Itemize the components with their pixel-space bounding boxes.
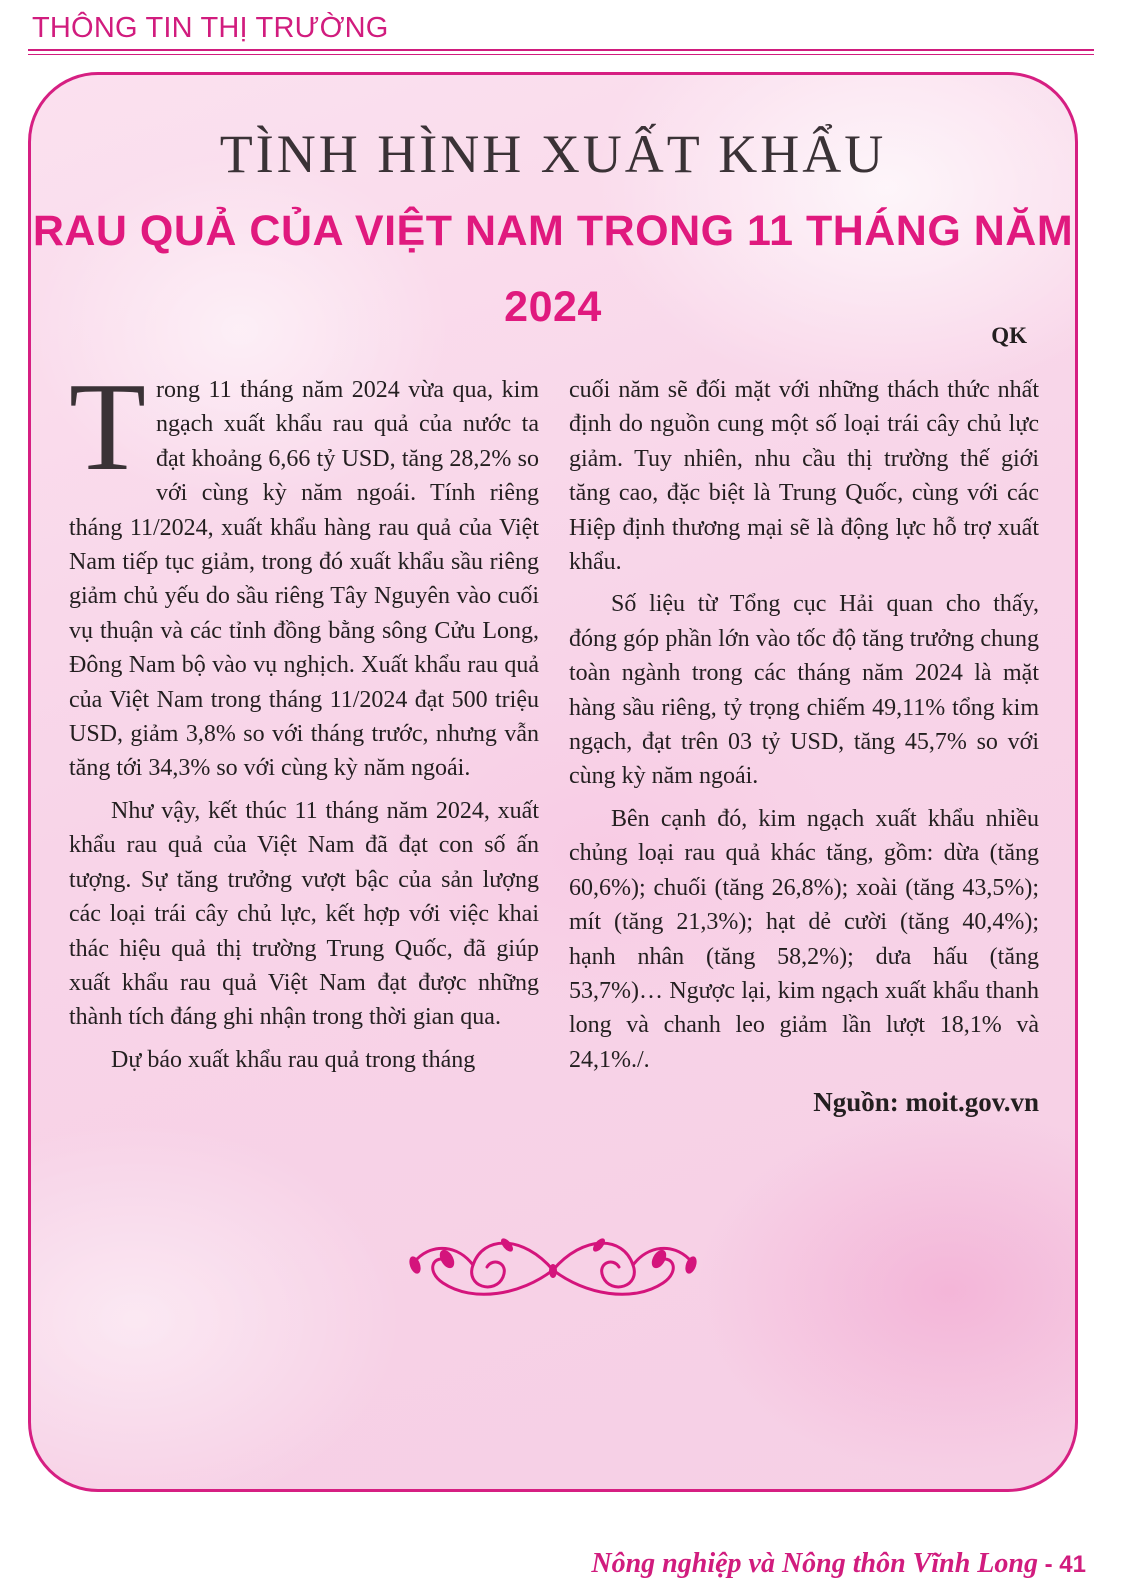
paragraph-1-text: rong 11 tháng năm 2024 vừa qua, kim ngạch xuất khẩu rau quả của nước ta đạt khoảng 6,66 tỷ USD, tăng 28,2% so với cùng kỳ năm ngoái. Tính riêng tháng 11/2024, xuất khẩu hàng rau quả của Việt Nam tiếp tục giảm, trong đó xuất khẩu sầu riêng giảm chủ yếu do sầu riêng Tây Nguyên vào cuối vụ thuận và các tỉnh đồng bằng sông Cửu Long, Đông Nam bộ vào vụ nghịch. Xuất khẩu rau quả của Việt Nam trong tháng 11/2024 đạt 500 triệu USD, giảm 3,8% so với tháng trước, nhưng vẫn tăng tới 34,3% so với cùng kỳ năm ngoái. [69, 377, 539, 782]
article-author: QK [991, 323, 1027, 348]
paragraph-4: Số liệu từ Tổng cục Hải quan cho thấy, đóng góp phần lớn vào tốc độ tăng trưởng chung toàn ngành trong các tháng năm 2024 là mặt hàng sầu riêng, tỷ trọng chiếm 49,11% tổng kim ngạch, đạt trên 03 tỷ USD, tăng 45,7% so với cùng kỳ năm ngoái. [569, 591, 1039, 790]
paragraph-2: Như vậy, kết thúc 11 tháng năm 2024, xuất khẩu rau quả của Việt Nam đã đạt con số ấn tượng. Sự tăng trưởng vượt bậc của sản lượng các loại trái cây chủ lực, kết hợp với việc khai thác hiệu quả thị trường Trung Quốc, đã giúp xuất khẩu rau quả Việt Nam đạt được những thành tích đáng ghi nhận trong thời gian qua. [69, 797, 539, 1031]
publication-name: Nông nghiệp và Nông thôn Vĩnh Long [591, 1548, 1038, 1579]
article-column-left [69, 358, 539, 1077]
page-number: 41 [1059, 1551, 1086, 1578]
drop-cap: T [69, 358, 146, 497]
paragraph-1 [69, 358, 539, 786]
article-source: Nguồn: moit.gov.vn [813, 1087, 1039, 1118]
article-panel [28, 72, 1078, 1492]
flourish-ornament-icon [403, 1225, 703, 1315]
footer-separator: - [1037, 1551, 1060, 1578]
page-footer [591, 1548, 1086, 1580]
header-rule-thin [28, 54, 1094, 55]
paragraph-5: Bên cạnh đó, kim ngạch xuất khẩu nhiều chủng loại rau quả khác tăng, gồm: dừa (tăng 60,6%); chuối (tăng 26,8%); xoài (tăng 43,5%); mít (tăng 21,3%); hạt dẻ cười (tăng 40,4%); hạnh nhân (tăng 58,2%); dưa hấu (tăng 53,7%)… Ngược lại, kim ngạch xuất khẩu thanh long và chanh leo giảm lần lượt 18,1% và 24,1%./. [569, 805, 1039, 1073]
paragraph-3-start: Dự báo xuất khẩu rau quả trong tháng [111, 1046, 476, 1073]
article-column-right [569, 373, 1039, 1120]
article-title-line1: TÌNH HÌNH XUẤT KHẨU [219, 124, 887, 184]
section-label: THÔNG TIN THỊ TRƯỜNG [32, 12, 389, 44]
header-rule [28, 49, 1094, 51]
paragraph-3-continued: cuối năm sẽ đối mặt với những thách thức nhất định do nguồn cung một số loại trái cây chủ lực giảm. Tuy nhiên, nhu cầu thị trường thế giới tăng cao, đặc biệt là Trung Quốc, cùng với các Hiệp định thương mại sẽ là động lực hỗ trợ xuất khẩu. [569, 377, 1039, 576]
article-title-line2: RAU QUẢ CỦA VIỆT NAM TRONG 11 THÁNG NĂM 2024 [32, 207, 1074, 331]
